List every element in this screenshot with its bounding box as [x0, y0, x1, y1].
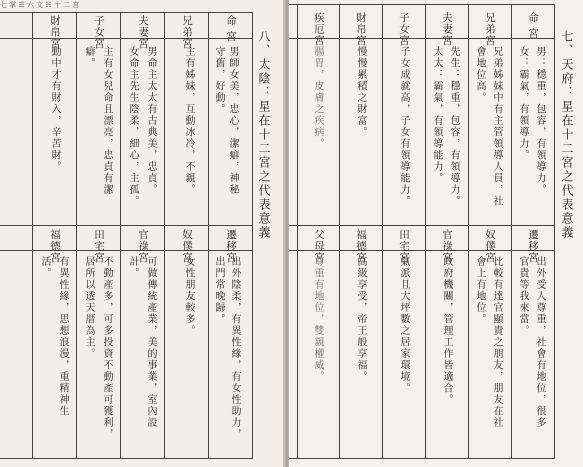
left-page: [0, 0, 285, 467]
row-divider: [289, 225, 555, 226]
table-border-right: [554, 4, 555, 458]
palace-text: 女性朋友較多。: [183, 256, 194, 337]
table-border-top: [0, 12, 253, 13]
palace-header: 父母宮: [313, 229, 325, 264]
palace-header: 福德宮: [49, 229, 61, 264]
palace-text: 太太：霸氣，有領導能力。: [431, 46, 442, 184]
palace-text: 慢慢累積之財富。: [355, 46, 366, 138]
palace-text: 先生：穩重，包容，有領導力。: [448, 46, 459, 207]
palace-header: 命 宮: [527, 12, 539, 40]
palace-text: 出門常晚歸。: [213, 256, 224, 325]
palace-text: 男命主太太有古典美，忠貞。: [145, 46, 156, 196]
palace-text: 女命主先生陰柔，細心，主孤。: [127, 46, 138, 207]
column-divider: [468, 4, 469, 458]
palace-text: 尊重有地位，雙親權威。: [312, 256, 323, 383]
column-divider: [425, 4, 426, 458]
palace-text: 腸胃，皮膚之疾病。: [312, 46, 323, 150]
row-divider: [0, 225, 253, 226]
right-page: [289, 0, 583, 467]
column-divider: [120, 12, 121, 458]
column-divider: [339, 4, 340, 458]
column-divider: [297, 4, 298, 458]
palace-header: 官祿宮: [137, 229, 149, 264]
palace-header: 夫妻宮: [137, 15, 149, 50]
palace-header: 財帛宮: [355, 12, 367, 47]
column-divider: [164, 12, 165, 458]
table-border-bottom: [0, 458, 253, 459]
palace-text: 不動產多，可多投資不動產可獲利，: [101, 256, 112, 440]
palace-text: 官貴等我來當。: [517, 256, 528, 337]
palace-text: 會上有地位。: [474, 256, 485, 325]
header-divider: [0, 38, 253, 39]
palace-header: 兄弟宮: [181, 15, 193, 50]
palace-header: 田宅宮: [93, 229, 105, 264]
palace-text: 出外受人尊重，社會有地位，很多: [534, 256, 545, 429]
palace-header: 子女宮: [398, 12, 410, 47]
palace-text: 出外陰柔，有異性緣，有女性助力，: [229, 256, 240, 440]
column-divider: [76, 12, 77, 458]
palace-text: 男師女美，忠心，潔癖，神秘: [227, 46, 238, 196]
column-divider: [32, 12, 33, 458]
table-border-top: [289, 4, 555, 5]
palace-header: 遷移宮: [225, 229, 237, 264]
palace-header: 福德宮: [355, 229, 367, 264]
palace-text: 可做傳統產業，美的事業，室內設: [145, 256, 156, 429]
palace-header: 田宅宮: [398, 229, 410, 264]
column-divider: [208, 12, 209, 458]
palace-text: 主有女兒命且漂亮，忠貞有潔: [101, 46, 112, 196]
palace-text: 會地位高。: [474, 46, 485, 104]
palace-text: 居所以透天厝為主。: [83, 256, 94, 360]
table-border-right: [252, 12, 253, 458]
table-border-bottom: [289, 458, 555, 459]
palace-text: 高級享受，帝王般享福。: [355, 256, 366, 383]
palace-text: 主有姊妹，互動冰冷，不親。: [183, 46, 194, 196]
palace-header: 子女宮: [93, 15, 105, 50]
palace-text: 活。: [39, 256, 50, 279]
palace-header: 命 宮: [225, 15, 237, 43]
palace-text: 動中才有財入，辛苦財。: [49, 46, 60, 173]
section-title: 七、天府：星在十二宮之代表意義: [560, 30, 574, 240]
column-divider: [382, 4, 383, 458]
palace-text: 癖。: [83, 46, 94, 69]
palace-header: 夫妻宮: [441, 12, 453, 47]
palace-header: 兄弟宮: [484, 12, 496, 47]
palace-header: 遷移宮: [527, 229, 539, 264]
palace-text: 男：穩重，包容，有領導力。: [534, 46, 545, 196]
header-divider: [0, 250, 253, 251]
palace-text: 計。: [127, 256, 138, 279]
palace-header: 官祿宮: [441, 229, 453, 264]
column-divider: [511, 4, 512, 458]
palace-text: 女：霸氣，有領導力。: [517, 46, 528, 161]
palace-text: 守舊，好動。: [213, 46, 224, 115]
header-divider: [289, 38, 555, 39]
palace-header: 奴僕宮: [181, 229, 193, 264]
palace-header: 奴僕宮: [484, 229, 496, 264]
palace-text: 比較有達官顯貴之朋友，朋友在社: [491, 256, 502, 429]
section-title: 八、太陰：星在十二宮之代表意義: [257, 30, 271, 240]
header-divider: [289, 250, 555, 251]
palace-header: 疾厄宮: [313, 12, 325, 47]
palace-text: 子女成就高，子女有領導能力。: [398, 46, 409, 207]
running-header: 七 掌 ☰ 六 文 ☵ 十 二 宮: [0, 1, 80, 9]
palace-text: 有異性緣，思想浪漫，重精神生: [57, 256, 68, 417]
palace-text: 兄弟姊妹中有主管領導人員，社: [491, 46, 502, 207]
palace-text: 氣派且大坪數之居家環境。: [398, 256, 409, 394]
palace-text: 政府機關，管理工作皆適合。: [441, 256, 452, 406]
palace-header: 財帛宮: [49, 15, 61, 50]
